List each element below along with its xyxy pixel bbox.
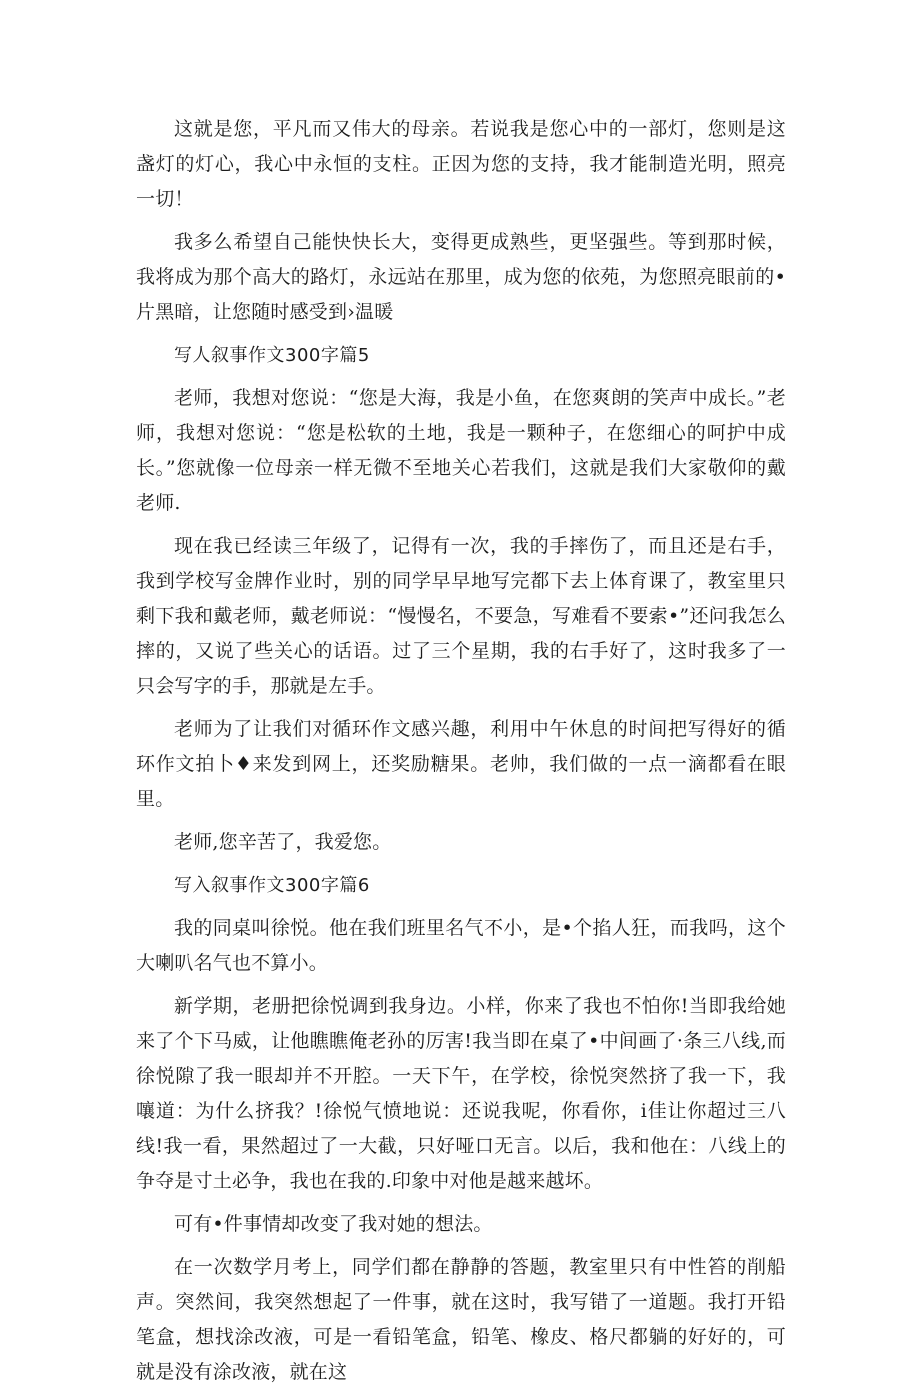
paragraph-street-lamp-wish: 我多么希望自己能快快长大，变得更成熟些，更坚强些。等到那时候，我将成为那个高大的路灯，永远站在那里，成为您的依苑，为您照亮眼前的•片黑暗，让您随时感受到›温暖 bbox=[136, 231, 786, 323]
paragraph-mother-lamp: 这就是您，平凡而又伟大的母亲。若说我是您心中的一部灯，您则是这盏灯的灯心，我心中永恒的支柱。正因为您的支持，我才能制造光明，照亮一切！ bbox=[136, 118, 786, 210]
section-heading-6: 写入叙事作文300字篇6 bbox=[174, 875, 370, 896]
paragraph-change-of-mind: 可有•件事情却改变了我对她的想法。 bbox=[174, 1213, 493, 1235]
document-body bbox=[136, 112, 786, 1398]
paragraph-deskmate-intro: 我的同桌叫徐悦。他在我们班里名气不小，是•个掐人狂，而我吗，这个大喇叭名气也不算小。 bbox=[136, 917, 786, 974]
section-heading-5: 写人叙事作文300字篇5 bbox=[174, 345, 370, 366]
paragraph-cycle-essay: 老师为了让我们对循环作文感兴趣，利用中午休息的时间把写得好的循环作文拍卜♦来发到网上，还奖励糖果。老帅，我们做的一点一滴都看在眼里。 bbox=[136, 718, 786, 810]
paragraph-thanks: 老师,您辛苦了，我爱您。 bbox=[174, 831, 392, 853]
paragraph-hand-injury: 现在我已经读三年级了，记得有一次，我的手摔伤了，而且还是右手，我到学校写金牌作业时，别的同学早早地写完都下去上体育课了，教室里只剩下我和戴老师，戴老师说：“慢慢名，不要急，写难看不要索•”还问我怎么摔的，又说了些关心的话语。过了三个星期，我的右手好了，这时我多了一只会写字的手，那就是左手。 bbox=[136, 535, 786, 697]
paragraph-math-exam: 在一次数学月考上，同学们都在静静的答题，教室里只有中性笞的削船声。突然间，我突然想起了一件事，就在这时，我写错了一道题。我打开铅笔盒，想找涂改液，可是一看铅笔盒，铅笔、橡皮、格尺都躺的好好的，可就是没有涂改液，就在这 bbox=[136, 1256, 786, 1383]
paragraph-teacher-praise: 老师，我想对您说：“您是大海，我是小鱼，在您爽朗的笑声中成长。”老师，我想对您说：“您是松软的土地，我是一颗种子，在您细心的呵护中成长。”您就像一位母亲一样无微不至地关心若我们，这就是我们大家敬仰的戴老师. bbox=[136, 387, 786, 514]
paragraph-new-semester: 新学期，老册把徐悦调到我身边。小样，你来了我也不怕你!当即我给她来了个下马威，让他瞧瞧俺老孙的厉害!我当即在桌了•中间画了·条三八线,而徐悦隙了我一眼却并不开腔。一天下午，在学校，徐悦突然挤了我一下，我嚷道：为什么挤我？!徐悦气愤地说：还说我呢，你看你，i佳让你超过三八线!我一看，果然超过了一大截，只好哑口无言。以后，我和他在：八线上的争夺是寸土必争，我也在我的.印象中对他是越来越坏。 bbox=[136, 995, 786, 1192]
